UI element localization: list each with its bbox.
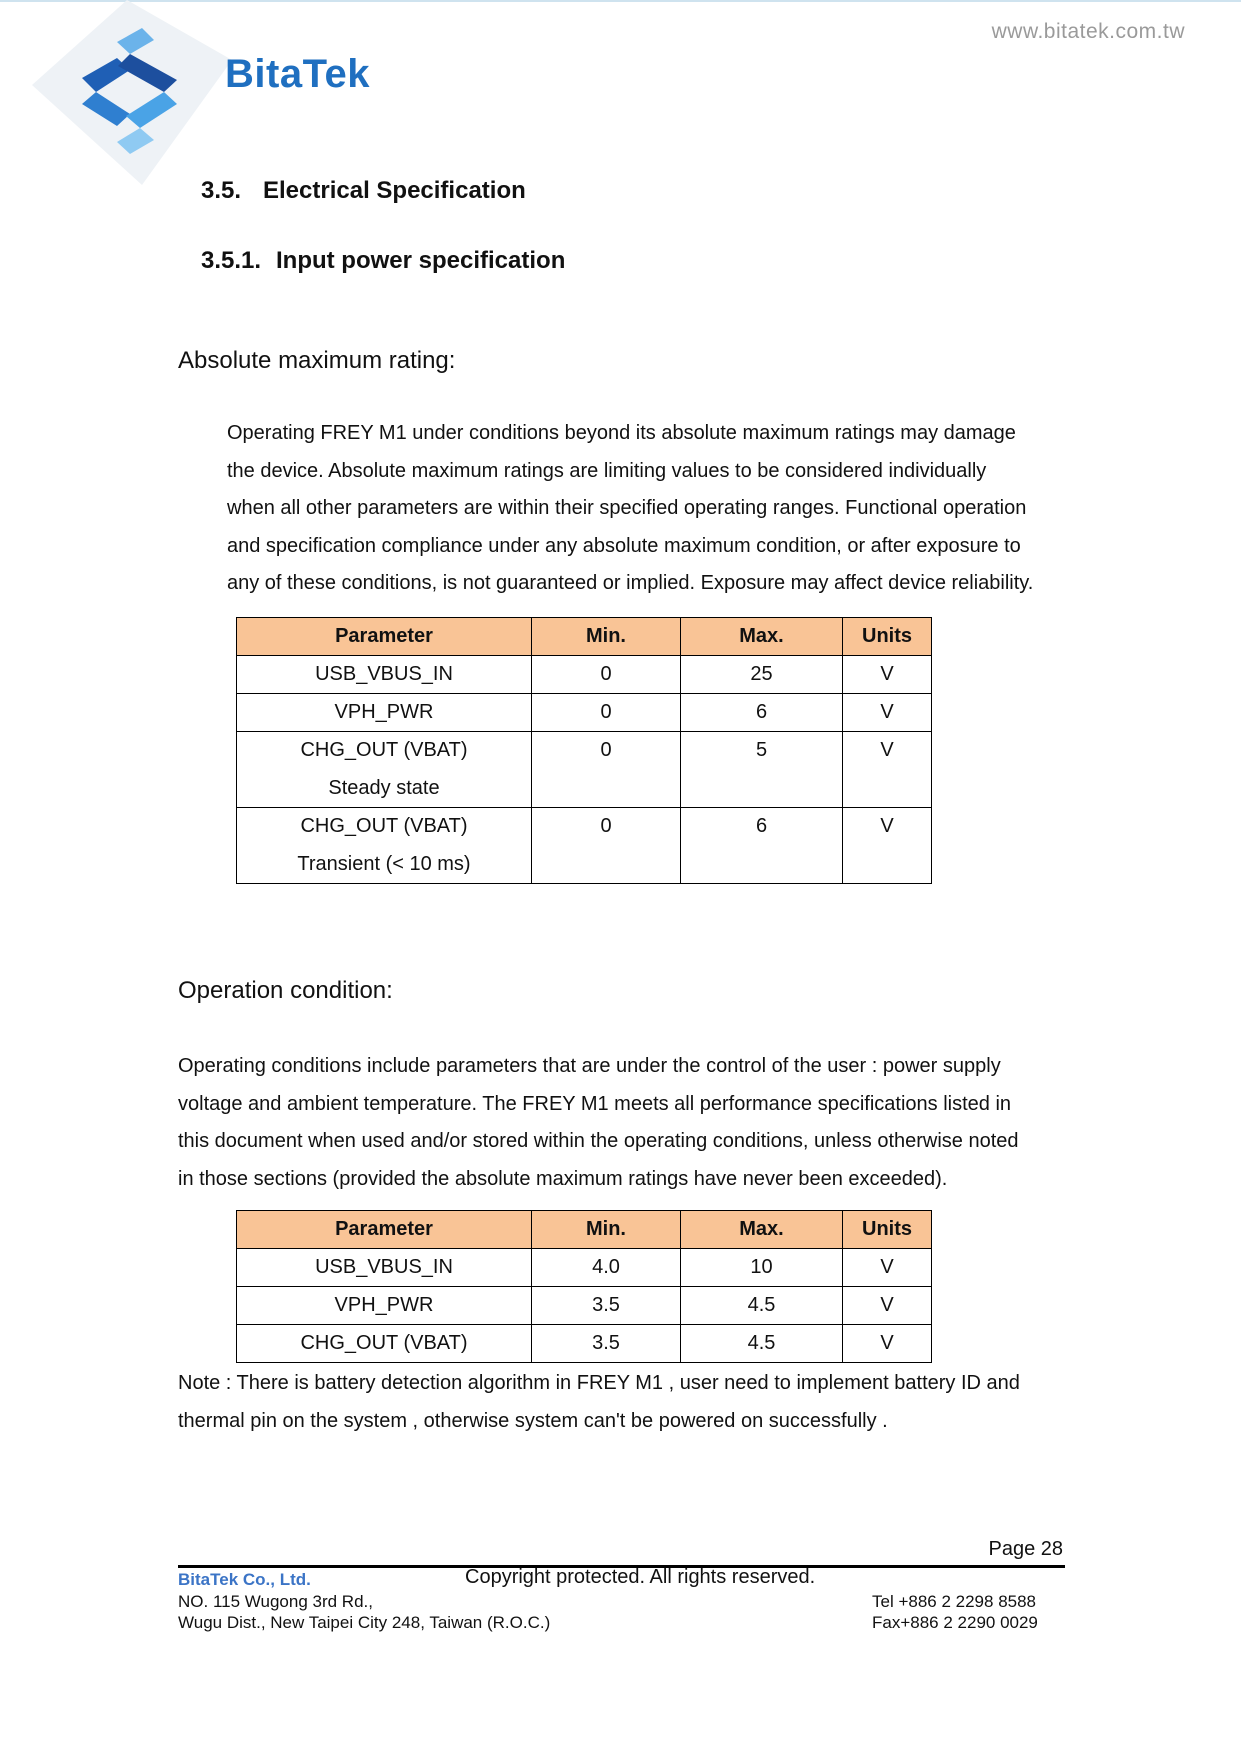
subsection-number: 3.5.1. bbox=[201, 247, 262, 274]
header-max: Max. bbox=[681, 1211, 843, 1249]
cell-max: 10 bbox=[681, 1249, 843, 1287]
section-number: 3.5. bbox=[201, 177, 242, 204]
parameter-condition: Transient (< 10 ms) bbox=[297, 852, 471, 875]
cell-min: 0 bbox=[532, 808, 681, 884]
footer-telephone: Tel +886 2 2298 8588 bbox=[872, 1592, 1037, 1611]
table-header-row bbox=[237, 618, 932, 656]
paragraph-line: voltage and ambient temperature. The FREY M1 meets all performance specifications listed in bbox=[178, 1092, 1012, 1115]
bitatek-logo bbox=[22, 0, 382, 190]
cell-max: 25 bbox=[681, 656, 843, 694]
cell-units: V bbox=[843, 808, 932, 884]
battery-note bbox=[178, 1365, 1020, 1440]
cell-max: 6 bbox=[681, 694, 843, 732]
cell-units: V bbox=[843, 1287, 932, 1325]
cell-max: 4.5 bbox=[681, 1287, 843, 1325]
cell-min: 3.5 bbox=[532, 1325, 681, 1363]
cell-units: V bbox=[843, 656, 932, 694]
note-line: Note : There is battery detection algorithm in FREY M1 , user need to implement battery ID and bbox=[178, 1372, 1020, 1394]
header-min: Min. bbox=[532, 1211, 681, 1249]
table-row bbox=[237, 1249, 932, 1287]
paragraph-line: any of these conditions, is not guaranteed or implied. Exposure may affect device reliability. bbox=[227, 572, 1034, 594]
header-min: Min. bbox=[532, 618, 681, 656]
cell-min: 0 bbox=[532, 694, 681, 732]
cell-max: 6 bbox=[681, 808, 843, 884]
subsection-heading bbox=[201, 247, 565, 275]
table-row bbox=[237, 1325, 932, 1363]
footer-company: BitaTek Co., Ltd. bbox=[178, 1570, 311, 1589]
paragraph-line: this document when used and/or stored within the operating conditions, unless otherwise noted bbox=[178, 1130, 1019, 1152]
table-row bbox=[237, 1287, 932, 1325]
cell-parameter: USB_VBUS_IN bbox=[237, 656, 532, 694]
cell-min: 0 bbox=[532, 732, 681, 808]
cell-units: V bbox=[843, 1325, 932, 1363]
cell-min: 3.5 bbox=[532, 1287, 681, 1325]
note-line: thermal pin on the system , otherwise system can't be powered on successfully . bbox=[178, 1409, 888, 1432]
paragraph-line: Operating conditions include parameters that are under the control of the user : power supply bbox=[178, 1055, 1001, 1077]
paragraph-line: the device. Absolute maximum ratings are limiting values to be considered individually bbox=[227, 459, 987, 482]
cell-parameter: CHG_OUT (VBAT) bbox=[237, 1325, 532, 1363]
abs-max-table bbox=[236, 617, 932, 884]
paragraph-line: and specification compliance under any absolute maximum condition, or after exposure to bbox=[227, 534, 1021, 557]
footer-copyright: Copyright protected. All rights reserved. bbox=[465, 1566, 816, 1588]
footer-fax: Fax+886 2 2290 0029 bbox=[872, 1613, 1038, 1632]
table-row bbox=[237, 694, 932, 732]
parameter-line: CHG_OUT (VBAT) bbox=[300, 739, 468, 761]
cell-parameter: VPH_PWR bbox=[237, 1287, 532, 1325]
cell-min: 4.0 bbox=[532, 1249, 681, 1287]
table-row bbox=[237, 656, 932, 694]
parameter-line: CHG_OUT (VBAT) bbox=[300, 815, 468, 837]
table-header-row bbox=[237, 1211, 932, 1249]
cell-units: V bbox=[843, 1249, 932, 1287]
parameter-condition: Steady state bbox=[328, 776, 440, 799]
footer-address-line1: NO. 115 Wugong 3rd Rd., bbox=[178, 1592, 373, 1611]
footer-address-line2: Wugu Dist., New Taipei City 248, Taiwan (R.O.C.) bbox=[178, 1613, 551, 1632]
abs-max-heading: Absolute maximum rating: bbox=[178, 347, 456, 374]
operation-table bbox=[236, 1210, 932, 1363]
paragraph-line: Operating FREY M1 under conditions beyond its absolute maximum ratings may damage bbox=[227, 422, 1016, 444]
operation-heading: Operation condition: bbox=[178, 977, 393, 1004]
abs-max-paragraph bbox=[227, 415, 1033, 603]
operation-paragraph bbox=[178, 1048, 1019, 1198]
cell-parameter: VPH_PWR bbox=[237, 694, 532, 732]
header-units: Units bbox=[843, 1211, 932, 1249]
table-row bbox=[237, 732, 932, 808]
header-units: Units bbox=[843, 618, 932, 656]
cell-units: V bbox=[843, 732, 932, 808]
cell-parameter bbox=[237, 732, 532, 808]
section-heading bbox=[201, 177, 526, 205]
cell-parameter bbox=[237, 808, 532, 884]
cell-min: 0 bbox=[532, 656, 681, 694]
header-parameter: Parameter bbox=[237, 618, 532, 656]
paragraph-line: in those sections (provided the absolute maximum ratings have never been exceeded). bbox=[178, 1167, 948, 1190]
logo-wordmark: BitaTek bbox=[225, 52, 371, 96]
table-row bbox=[237, 808, 932, 884]
paragraph-line: when all other parameters are within their specified operating ranges. Functional operation bbox=[227, 497, 1027, 519]
subsection-title: Input power specification bbox=[276, 247, 566, 274]
page-number: Page 28 bbox=[988, 1538, 1063, 1560]
cell-units: V bbox=[843, 694, 932, 732]
cell-max: 4.5 bbox=[681, 1325, 843, 1363]
section-title: Electrical Specification bbox=[263, 177, 526, 204]
website-url: www.bitatek.com.tw bbox=[991, 20, 1185, 43]
cell-parameter: USB_VBUS_IN bbox=[237, 1249, 532, 1287]
header-parameter: Parameter bbox=[237, 1211, 532, 1249]
header-max: Max. bbox=[681, 618, 843, 656]
cell-max: 5 bbox=[681, 732, 843, 808]
